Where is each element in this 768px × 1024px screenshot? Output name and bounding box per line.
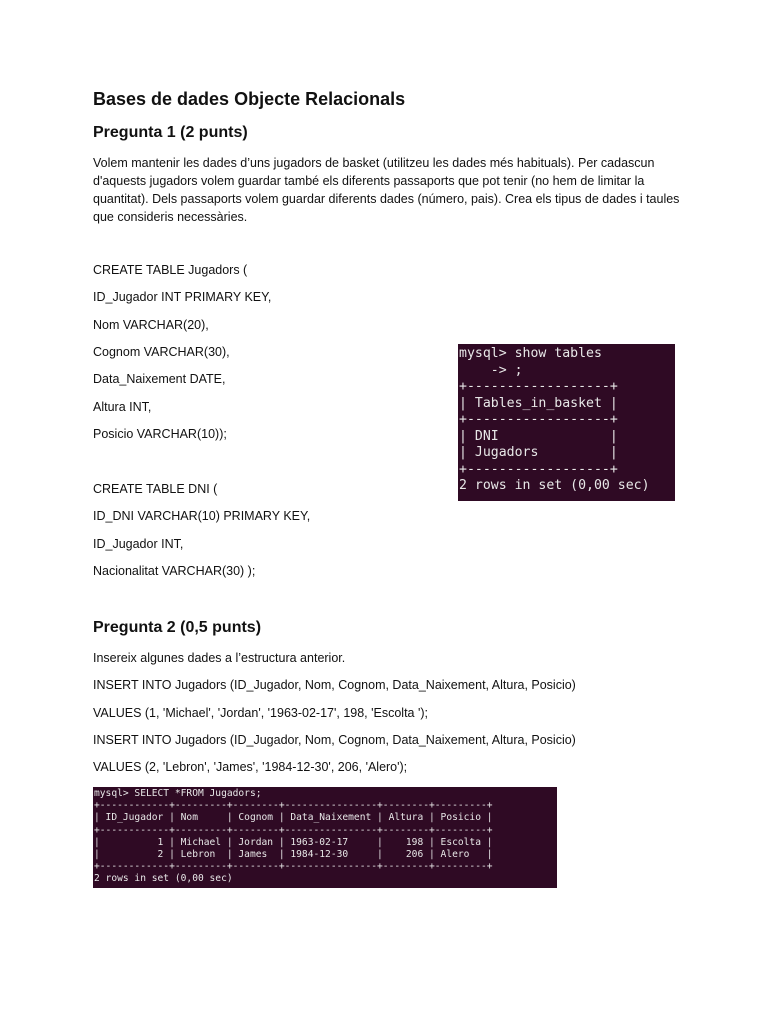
code-line: Cognom VARCHAR(30), — [93, 345, 230, 359]
code-line: VALUES (1, 'Michael', 'Jordan', '1963-02-17', 198, 'Escolta '); — [93, 706, 428, 720]
document-title: Bases de dades Objecte Relacionals — [93, 89, 406, 109]
code-line: INSERT INTO Jugadors (ID_Jugador, Nom, Cognom, Data_Naixement, Altura, Posicio) — [93, 678, 576, 692]
text-line: Insereix algunes dades a l’estructura anterior. — [93, 651, 346, 665]
terminal-output: mysql> show tables -> ; +------------------+ | Tables_in_basket | +------------------+ | DNI | | Jugadors | +------------------+ 2 rows in set (0,00 sec) — [459, 346, 650, 493]
terminal-screenshot-select-jugadors — [93, 787, 557, 888]
question-2-heading: Pregunta 2 (0,5 punts) — [93, 619, 262, 636]
code-line: CREATE TABLE Jugadors ( — [93, 263, 248, 277]
code-line: Posicio VARCHAR(10)); — [93, 427, 227, 441]
terminal-screenshot-show-tables — [458, 344, 675, 501]
code-line: ID_Jugador INT PRIMARY KEY, — [93, 290, 272, 304]
question-1-heading: Pregunta 1 (2 punts) — [93, 124, 248, 141]
question-1-paragraph: Volem mantenir les dades d’uns jugadors de basket (utilitzeu les dades més habituals). Per cadascun d'aquests jugadors volem guardar també els diferents passaports que pot tenir (no hem de limitar la quantitat). Dels passaports volem guardar diferents dades (número, pais). Crea els tipus de dades i taules que consideris necessàries. — [93, 156, 680, 224]
code-line: Data_Naixement DATE, — [93, 372, 226, 386]
code-line: INSERT INTO Jugadors (ID_Jugador, Nom, Cognom, Data_Naixement, Altura, Posicio) — [93, 733, 576, 747]
code-line: Nom VARCHAR(20), — [93, 318, 209, 332]
code-line: ID_Jugador INT, — [93, 537, 184, 551]
terminal-output: mysql> SELECT *FROM Jugadors; +------------+---------+--------+----------------+--------+---------+ | ID_Jugador | Nom | Cognom | Data_Naixement | Altura | Posicio | +------------+---------+--------+----------------+--------+---------+ | 1 | Michael | Jordan | 1963-02-17 | 198 | Escolta | | 2 | Lebron | James | 1984-12-30 | 206 | Alero | +------------+---------+--------+----------------+--------+---------+ 2 rows in set (0,00 sec) — [94, 788, 493, 885]
code-line: Nacionalitat VARCHAR(30) ); — [93, 564, 256, 578]
code-line: CREATE TABLE DNI ( — [93, 482, 218, 496]
code-line: VALUES (2, 'Lebron', 'James', '1984-12-30', 206, 'Alero'); — [93, 760, 408, 774]
code-line: Altura INT, — [93, 400, 152, 414]
code-line: ID_DNI VARCHAR(10) PRIMARY KEY, — [93, 509, 311, 523]
